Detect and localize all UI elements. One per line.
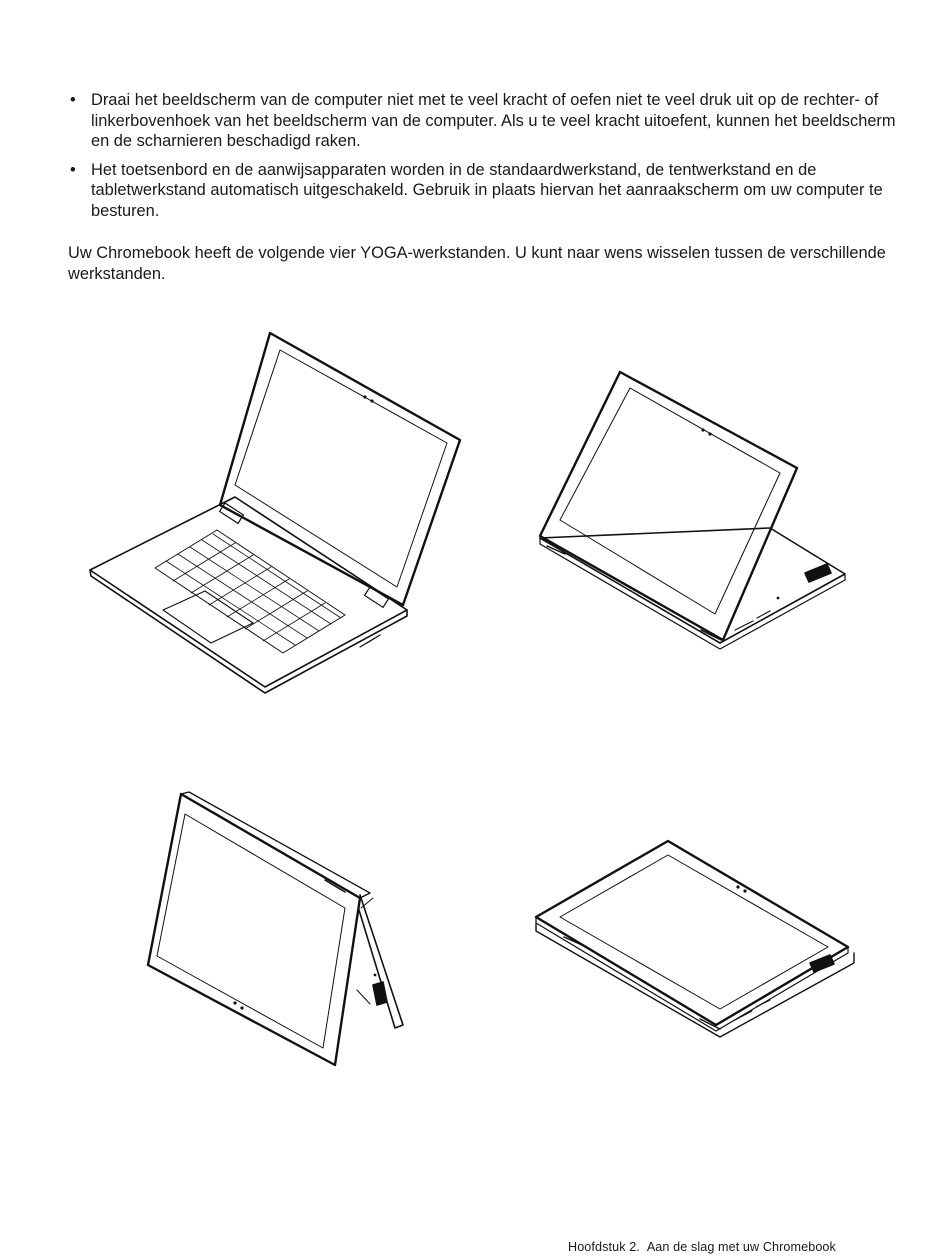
tablet-mode-illustration — [530, 835, 855, 1040]
bullet-text: Draai het beeldscherm van de computer niet met te veel kracht of oefen niet te veel druk uit op de rechter- of linkerbovenhoek van het beeldscherm van de computer. Als u te veel kracht uitoefent, kunnen het beeldscherm en de scharnieren beschadigd raken. — [91, 91, 896, 150]
list-item — [68, 90, 908, 152]
bullet-list — [68, 90, 908, 229]
footer-title: Aan de slag met uw Chromebook — [646, 1240, 836, 1254]
bullet-symbol: • — [70, 91, 76, 109]
intro-paragraph: Uw Chromebook heeft de volgende vier YOGA-werkstanden. U kunt naar wens wisselen tussen de verschillende werkstanden. — [68, 244, 886, 283]
stand-mode-illustration — [535, 368, 855, 653]
footer-chapter: Hoofdstuk 2. — [568, 1240, 640, 1254]
tablet-mode-figure — [530, 835, 855, 1040]
bullet-symbol: • — [70, 160, 76, 179]
laptop-mode-illustration — [85, 325, 475, 695]
tent-mode-illustration — [145, 790, 410, 1072]
tent-mode-figure — [145, 790, 410, 1072]
list-item — [68, 160, 908, 222]
page-footer — [568, 1240, 836, 1254]
stand-mode-figure — [535, 368, 855, 653]
laptop-mode-figure — [85, 325, 475, 695]
bullet-text: Het toetsenbord en de aanwijsapparaten worden in de standaardwerkstand, de tentwerkstand en de tabletwerkstand automatisch uitgeschakeld. Gebruik in plaats hiervan het aanraakscherm om uw computer te besturen. — [91, 160, 883, 220]
